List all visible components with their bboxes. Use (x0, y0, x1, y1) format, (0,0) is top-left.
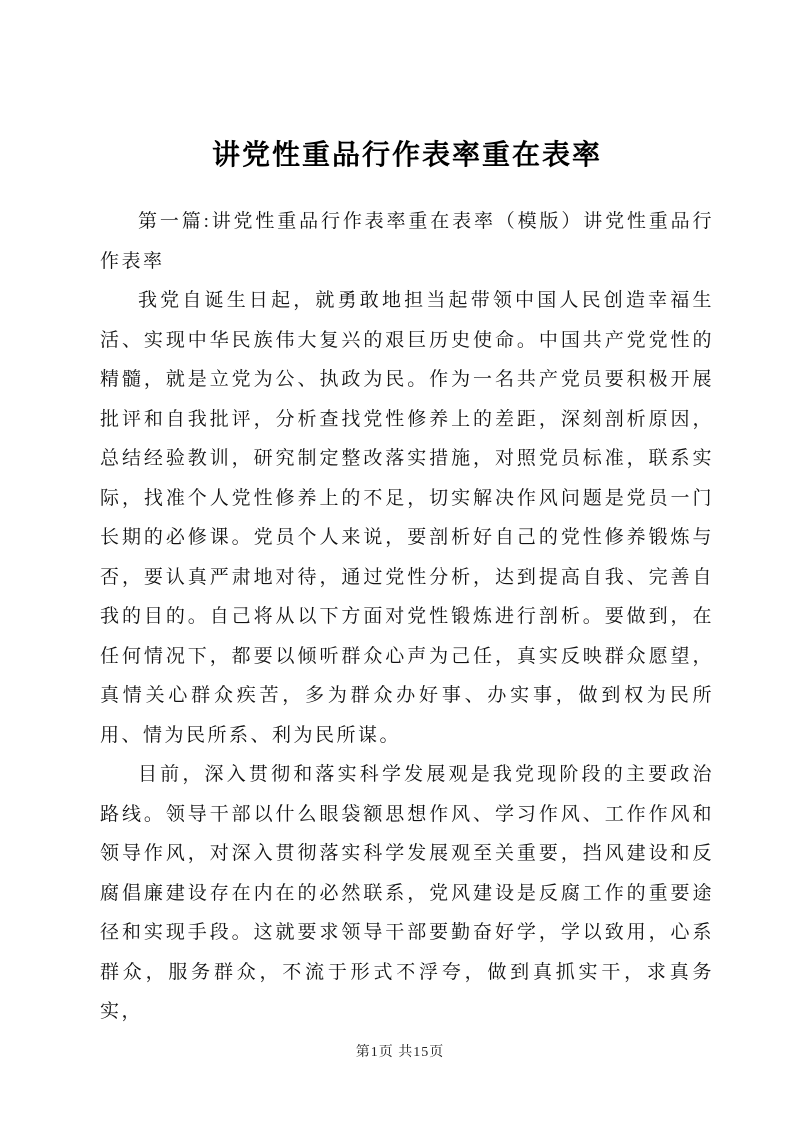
document-content (100, 0, 714, 1032)
document-body (100, 202, 714, 1032)
paragraph-intro: 第一篇:讲党性重品行作表率重在表率（模版）讲党性重品行作表率 (100, 211, 714, 272)
document-title: 讲党性重品行作表率重在表率 (211, 140, 602, 171)
paragraph-body-1: 我党自诞生日起，就勇敢地担当起带领中国人民创造幸福生活、实现中华民族伟大复兴的艰巨历史使命。中国共产党党性的精髓，就是立党为公、执政为民。作为一名共产党员要积极开展批评和自我批评，分析查找党性修养上的差距，深刻剖析原因，总结经验教训，研究制定整改落实措施，对照党员标准，联系实际，找准个人党性修养上的不足，切实解决作风问题是党员一门长期的必修课。党员个人来说，要剖析好自己的党性修养锻炼与否，要认真严肃地对待，通过党性分析，达到提高自我、完善自我的目的。自己将从以下方面对党性锻炼进行剖析。要做到，在任何情况下，都要以倾听群众心声为己任，真实反映群众愿望，真情关心群众疾苦，多为群众办好事、办实事，做到权为民所用、情为民所系、利为民所谋。 (100, 290, 714, 746)
paragraph-body-2: 目前，深入贯彻和落实科学发展观是我党现阶段的主要政治路线。领导干部以什么眼袋额思想作风、学习作风、工作作风和领导作风，对深入贯彻落实科学发展观至关重要，挡风建设和反腐倡廉建设存在内在的必然联系，党风建设是反腐工作的重要途径和实现手段。这就要求领导干部要勤奋好学，学以致用，心系群众，服务群众，不流于形式不浮夸，做到真抓实干，求真务实， (100, 764, 714, 1022)
page-number-footer: 第1页 共15页 (355, 1045, 445, 1060)
